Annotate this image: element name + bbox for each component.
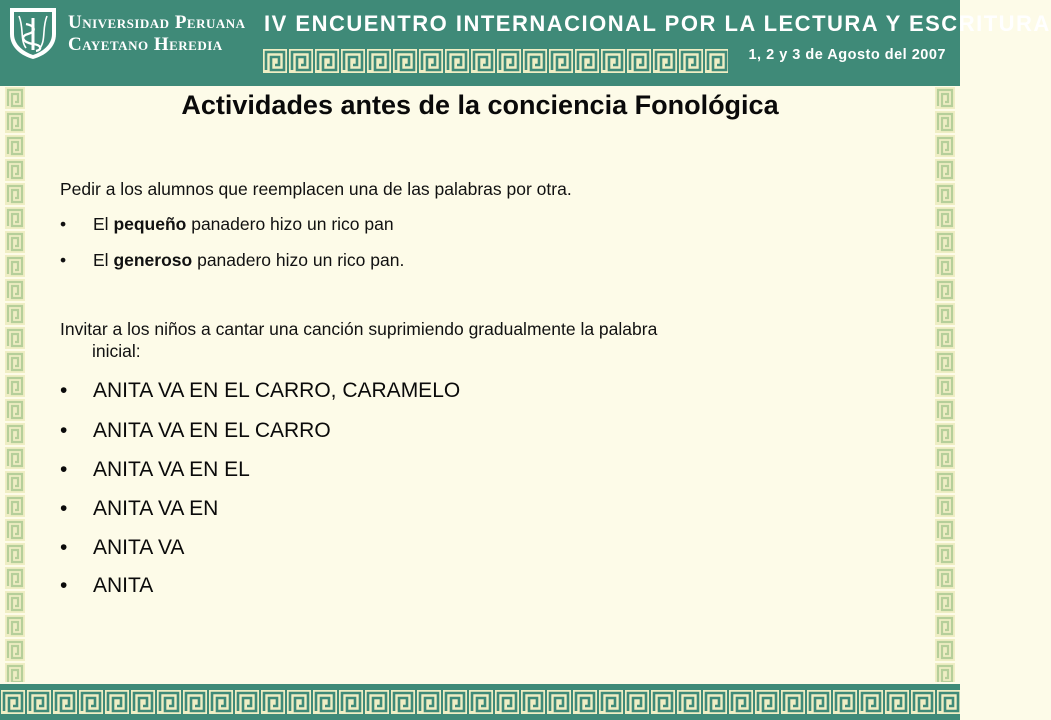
example-2-after: panadero hizo un rico pan.: [192, 250, 405, 270]
bullet: •: [60, 536, 68, 559]
example-1-bold-word: pequeño: [113, 214, 187, 234]
song-line-text: ANITA VA EN EL CARRO: [93, 419, 331, 442]
example-2-before: El: [93, 250, 114, 270]
event-title: IV ENCUENTRO INTERNACIONAL POR LA LECTURA Y ESCRITURA: [264, 11, 1051, 36]
instruction-sing-song-line-2: inicial:: [92, 341, 141, 361]
example-1-after: panadero hizo un rico pan: [186, 214, 394, 234]
song-line-text: ANITA VA EN: [93, 497, 219, 520]
bullet: •: [60, 379, 68, 402]
greek-key-left-border: [4, 86, 26, 682]
bullet: •: [60, 497, 68, 520]
instruction-replace-words: Pedir a los alumnos que reemplacen una de las palabras por otra.: [60, 179, 572, 199]
example-sentence-2-text: [93, 250, 404, 271]
example-1-before: El: [93, 214, 114, 234]
bullet: •: [60, 250, 67, 270]
bullet: •: [60, 574, 68, 597]
greek-key-header-band: [262, 48, 728, 74]
example-sentence-1-text: [93, 214, 394, 235]
bullet: •: [60, 419, 68, 442]
instruction-sing-song: [60, 318, 657, 362]
greek-key-footer-band: [0, 684, 960, 720]
university-crest-icon: [6, 4, 60, 60]
song-line-text: ANITA VA EN EL CARRO, CARAMELO: [93, 379, 461, 402]
greek-key-right-border: [934, 86, 956, 682]
bullet: •: [60, 214, 67, 234]
example-2-bold-word: generoso: [113, 250, 193, 270]
song-line-text: ANITA: [93, 574, 154, 597]
university-logo: [6, 4, 246, 60]
university-name-line-2: Cayetano Heredia: [68, 34, 223, 55]
university-name-line-1: Universidad Peruana: [68, 12, 246, 33]
slide-title: Actividades antes de la conciencia Fonológica: [181, 90, 779, 120]
slide-header: [0, 0, 1051, 86]
song-line-text: ANITA VA: [93, 536, 185, 559]
bullet: •: [60, 458, 68, 481]
event-date: 1, 2 y 3 de Agosto del 2007: [748, 47, 946, 63]
instruction-sing-song-line-1: Invitar a los niños a cantar una canción suprimiendo gradualmente la palabra: [60, 319, 658, 339]
song-line-text: ANITA VA EN EL: [93, 458, 250, 481]
